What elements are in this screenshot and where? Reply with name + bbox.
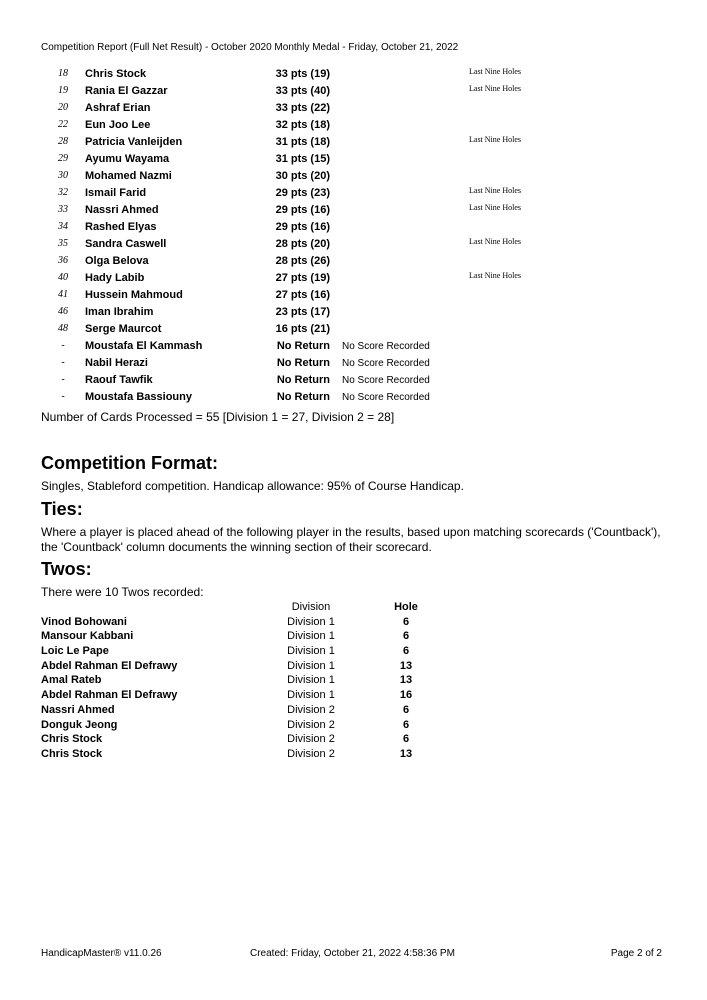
position: 20 (58, 102, 68, 113)
score-note: No Score Recorded (342, 341, 430, 352)
table-row (41, 389, 681, 406)
table-row (41, 355, 681, 372)
player-name: Abdel Rahman El Defrawy (41, 659, 178, 672)
player-name: Ayumu Wayama (85, 153, 170, 165)
position: 22 (58, 119, 68, 130)
player-name: Nabil Herazi (85, 357, 148, 369)
division: Division 1 (287, 674, 335, 687)
countback: Last Nine Holes (469, 186, 521, 195)
player-name: Chris Stock (85, 68, 147, 80)
player-name: Patricia Vanleijden (85, 136, 183, 148)
position: 35 (58, 238, 68, 249)
cards-processed: Number of Cards Processed = 55 [Division 1 = 27, Division 2 = 28] (41, 410, 395, 424)
score: 29 pts (16) (275, 204, 330, 216)
score: 23 pts (17) (275, 306, 330, 318)
position: - (61, 357, 65, 368)
hole: 6 (402, 630, 410, 643)
player-name: Nassri Ahmed (85, 204, 159, 216)
table-row (41, 168, 681, 185)
table-row (41, 689, 441, 704)
table-row (41, 338, 681, 355)
player-name: Raouf Tawfik (85, 374, 153, 386)
footer-created: Created: Friday, October 21, 2022 4:58:36 PM (250, 948, 455, 959)
position: 19 (58, 85, 68, 96)
countback: Last Nine Holes (469, 135, 521, 144)
score: 31 pts (15) (275, 153, 330, 165)
player-name: Rania El Gazzar (85, 85, 168, 97)
score: 29 pts (23) (275, 187, 330, 199)
player-name: Mansour Kabbani (41, 630, 134, 643)
table-row (41, 748, 441, 763)
division: Division 2 (287, 718, 335, 731)
position: 48 (58, 323, 68, 334)
position: 40 (58, 272, 68, 283)
table-row (41, 253, 681, 270)
table-row (41, 236, 681, 253)
table-row (41, 372, 681, 389)
hole: 13 (399, 747, 413, 760)
score: 28 pts (26) (275, 255, 330, 267)
player-name: Eun Joo Lee (85, 119, 151, 131)
player-name: Chris Stock (41, 733, 103, 746)
player-name: Ismail Farid (85, 187, 147, 199)
division: Division 2 (287, 703, 335, 716)
hole: 6 (402, 718, 410, 731)
player-name: Hady Labib (85, 272, 145, 284)
score: 32 pts (18) (275, 119, 330, 131)
player-name: Mohamed Nazmi (85, 170, 172, 182)
division: Division 1 (287, 689, 335, 702)
table-row (41, 304, 681, 321)
player-name: Hussein Mahmoud (85, 289, 183, 301)
table-row (41, 270, 681, 287)
score: 27 pts (16) (275, 289, 330, 301)
player-name: Nassri Ahmed (41, 703, 115, 716)
table-row (41, 83, 681, 100)
table-row (41, 117, 681, 134)
player-name: Amal Rateb (41, 674, 102, 687)
position: - (61, 374, 65, 385)
countback: Last Nine Holes (469, 203, 521, 212)
player-name: Moustafa Bassiouny (85, 391, 192, 403)
position: 46 (58, 306, 68, 317)
player-name: Abdel Rahman El Defrawy (41, 689, 178, 702)
report-header: Competition Report (Full Net Result) - October 2020 Monthly Medal - Friday, October 21, 2022 (41, 42, 459, 53)
score: 29 pts (16) (275, 221, 330, 233)
player-name: Serge Maurcot (85, 323, 162, 335)
position: - (61, 391, 65, 402)
hole: 6 (402, 703, 410, 716)
hole: 6 (402, 733, 410, 746)
table-row (41, 151, 681, 168)
table-row (41, 616, 441, 631)
position: - (61, 340, 65, 351)
countback: Last Nine Holes (469, 271, 521, 280)
score: No Return (276, 340, 330, 352)
division: Division 2 (287, 733, 335, 746)
position: 33 (58, 204, 68, 215)
table-row (41, 733, 441, 748)
table-row (41, 219, 681, 236)
results-table (41, 66, 681, 406)
division: Division 1 (287, 645, 335, 658)
hole: 16 (399, 689, 413, 702)
table-row (41, 704, 441, 719)
format-text: Singles, Stableford competition. Handicap allowance: 95% of Course Handicap. (41, 479, 464, 493)
score-note: No Score Recorded (342, 375, 430, 386)
hole: 6 (402, 645, 410, 658)
player-name: Olga Belova (85, 255, 149, 267)
table-row (41, 134, 681, 151)
footer-page-number: Page 2 of 2 (610, 948, 662, 959)
score-note: No Score Recorded (342, 358, 430, 369)
hole: 6 (402, 615, 410, 628)
player-name: Ashraf Erian (85, 102, 151, 114)
position: 18 (58, 68, 68, 79)
score: 27 pts (19) (275, 272, 330, 284)
position: 32 (58, 187, 68, 198)
division-column-header: Division (291, 601, 331, 613)
position: 41 (58, 289, 68, 300)
division: Division 2 (287, 747, 335, 760)
score: 30 pts (20) (275, 170, 330, 182)
countback: Last Nine Holes (469, 237, 521, 246)
table-row (41, 674, 441, 689)
position: 34 (58, 221, 68, 232)
twos-header-row (41, 601, 441, 616)
hole: 13 (399, 659, 413, 672)
player-name: Chris Stock (41, 747, 103, 760)
position: 28 (58, 136, 68, 147)
table-row (41, 660, 441, 675)
score: 31 pts (18) (275, 136, 330, 148)
ties-text: Where a player is placed ahead of the following player in the results, based upon matching scorecards ('Countback'), the 'Countback' column documents the winning section of their scorecard. (41, 525, 661, 554)
table-row (41, 185, 681, 202)
ties-heading: Ties: (41, 499, 83, 519)
countback: Last Nine Holes (469, 84, 521, 93)
division: Division 1 (287, 659, 335, 672)
twos-heading: Twos: (41, 559, 92, 579)
player-name: Sandra Caswell (85, 238, 167, 250)
countback: Last Nine Holes (469, 67, 521, 76)
hole: 13 (399, 674, 413, 687)
player-name: Iman Ibrahim (85, 306, 154, 318)
player-name: Moustafa El Kammash (85, 340, 203, 352)
position: 36 (58, 255, 68, 266)
division: Division 1 (287, 615, 335, 628)
score: 33 pts (19) (275, 68, 330, 80)
division: Division 1 (287, 630, 335, 643)
score: No Return (276, 357, 330, 369)
score: No Return (276, 391, 330, 403)
table-row (41, 66, 681, 83)
twos-intro: There were 10 Twos recorded: (41, 585, 204, 599)
table-row (41, 321, 681, 338)
score: No Return (276, 374, 330, 386)
footer-version: HandicapMaster® v11.0.26 (41, 948, 162, 959)
score: 16 pts (21) (275, 323, 330, 335)
player-name: Vinod Bohowani (41, 615, 127, 628)
table-row (41, 719, 441, 734)
position: 29 (58, 153, 68, 164)
table-row (41, 202, 681, 219)
table-row (41, 645, 441, 660)
player-name: Donguk Jeong (41, 718, 118, 731)
player-name: Loic Le Pape (41, 645, 109, 658)
score: 28 pts (20) (275, 238, 330, 250)
score-note: No Score Recorded (342, 392, 430, 403)
score: 33 pts (40) (275, 85, 330, 97)
hole-column-header: Hole (394, 601, 418, 613)
table-row (41, 630, 441, 645)
player-name: Rashed Elyas (85, 221, 157, 233)
format-heading: Competition Format: (41, 453, 218, 473)
score: 33 pts (22) (275, 102, 330, 114)
table-row (41, 287, 681, 304)
position: 30 (58, 170, 68, 181)
table-row (41, 100, 681, 117)
twos-table (41, 601, 441, 763)
